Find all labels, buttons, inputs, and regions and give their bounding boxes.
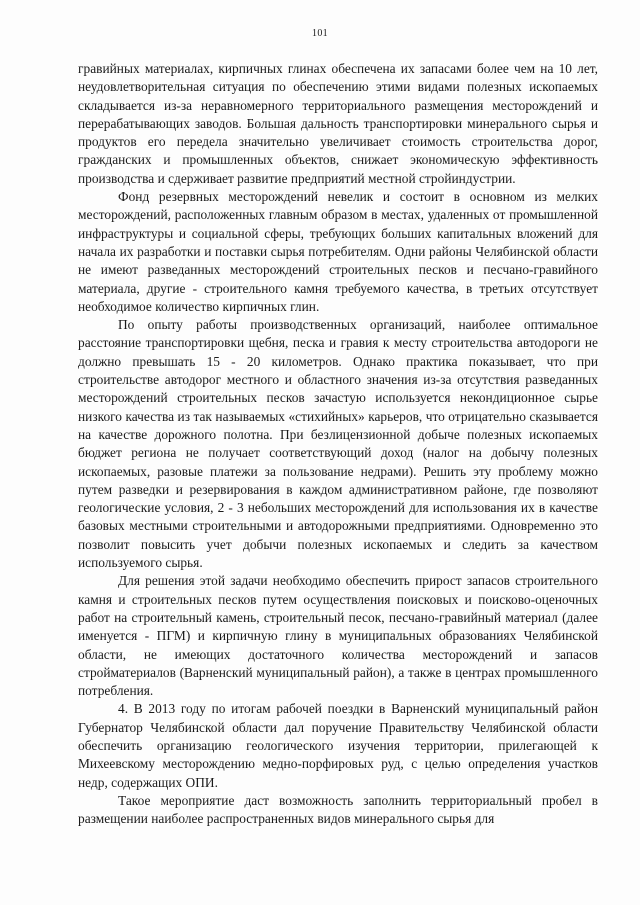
body-text xyxy=(78,60,598,828)
paragraph-item-4: 4. В 2013 году по итогам рабочей поездки в Варненский муниципальный район Губернатор Челябинской области дал поручение Правительству Челябинской области обеспечить организацию геологического изучения территории, прилегающей к Михеевскому месторождению медно-порфировых руд, с целью определения участков недр, содержащих ОПИ. xyxy=(78,701,598,790)
paragraph-solution: Для решения этой задачи необходимо обеспечить прирост запасов строительного камня и строительных песков путем осуществления поисковых и поисково-оценочных работ на строительный камень, строительный песок, песчано-гравийный материал (далее именуется - ПГМ) и кирпичную глину в муниципальных образованиях Челябинской области, не имеющих достаточного количества месторождений и запасов стройматериалов (Варненский муниципальный район), а также в центрах промышленного потребления. xyxy=(78,573,598,699)
page-number: 101 xyxy=(312,28,328,39)
paragraph-transport-distance: По опыту работы производственных организаций, наиболее оптимальное расстояние транспортировки щебня, песка и гравия к месту строительства автодороги не должно превышать 15 - 20 километров. Однако практика показывает, что при строительстве автодорог местного и областного значения из-за отсутствия разведанных месторождений строительных песков зачастую используется некондиционное сырье низкого качества из так называемых «стихийных» карьеров, что отрицательно сказывается на качестве дорожного полотна. При безлицензионной добыче полезных ископаемых бюджет региона не получает соответствующий доход (налог на добычу полезных ископаемых, разовые платежи за пользование недрами). Решить эту проблему можно путем разведки и резервирования в каждом административном районе, где позволяют геологические условия, 2 - 3 небольших месторождений для использования их в качестве базовых местными строительными и автодорожными предприятиями. Одновременно это позволит повысить учет добычи полезных ископаемых и следить за качеством используемого сырья. xyxy=(78,317,598,571)
paragraph-territorial-gap: Такое мероприятие даст возможность заполнить территориальный пробел в размещении наиболее распространенных видов минерального сырья для xyxy=(78,792,598,827)
paragraph-continuation: гравийных материалах, кирпичных глинах обеспечена их запасами более чем на 10 лет, неудовлетворительная ситуация по обеспечению этими видами полезных ископаемых складывается из-за неравномерного территориального размещения месторождений и перерабатывающих заводов. Большая дальность транспортировки минерального сырья и продуктов его передела значительно увеличивает стоимость строительства дорог, гражданских и промышленных объектов, снижает экономическую эффективность производства и сдерживает развитие предприятий местной стройиндустрии. xyxy=(78,61,598,186)
paragraph-reserve-deposits: Фонд резервных месторождений невелик и состоит в основном из мелких месторождений, расположенных главным образом в местах, удаленных от промышленной инфраструктуры и социальной сферы, требующих больших капитальных вложений для начала их разработки и поставки сырья потребителям. Одни районы Челябинской области не имеют разведанных месторождений строительных песков и песчано-гравийного материала, другие - строительного камня требуемого качества, в третьих отсутствует необходимое количество кирпичных глин. xyxy=(78,189,598,314)
